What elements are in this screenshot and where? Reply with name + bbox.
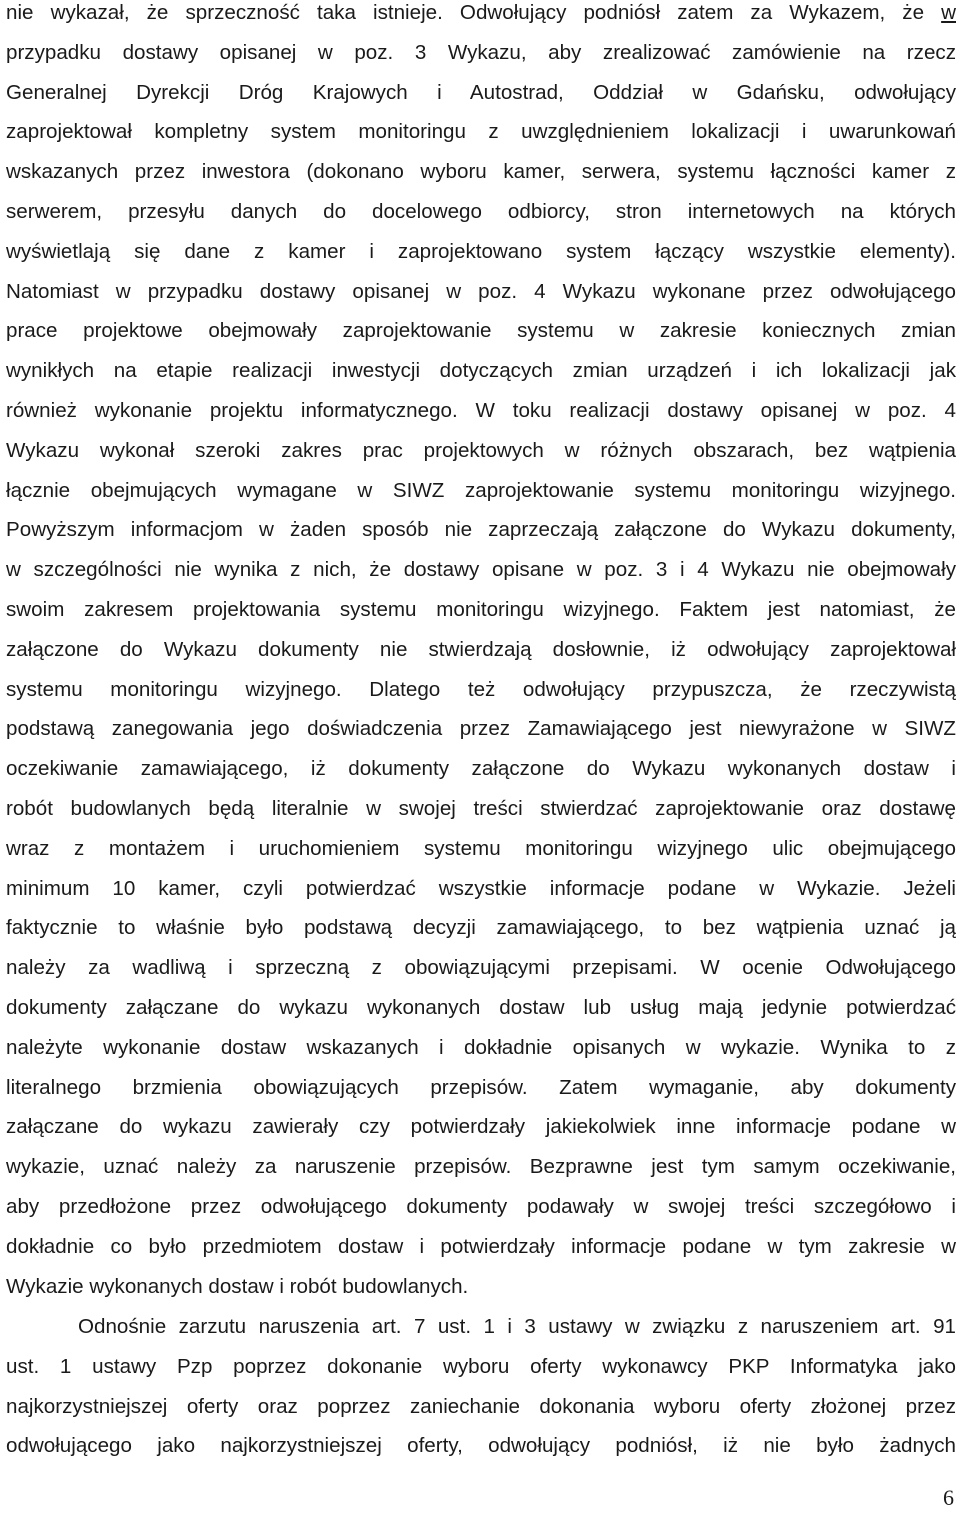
text-line: nie wykazał, że sprzeczność taka istnieje. Odwołujący podniósł zatem za Wykazem, że w — [6, 1, 956, 24]
paragraph-1 — [6, 0, 956, 1306]
text-line: Natomiast w przypadku dostawy opisanej w poz. 4 Wykazu wykonane przez odwołującego — [6, 279, 956, 303]
underlined-word: w — [941, 1, 956, 24]
text-line: swoim zakresem projektowania systemu monitoringu wizyjnego. Faktem jest natomiast, że — [6, 597, 956, 621]
text-line: Wykazie wykonanych dostaw i robót budowlanych. — [6, 1274, 469, 1298]
text-line: załączane do wykazu zawierały czy potwierdzały jakiekolwiek inne informacje podane w — [6, 1115, 956, 1139]
text-line: zaprojektował kompletny system monitoringu z uwzględnieniem lokalizacji i uwarunkowań — [6, 120, 956, 144]
text-line: dokładnie co było przedmiotem dostaw i potwierdzały informacje podane w tym zakresie w — [6, 1234, 956, 1258]
text-line: Powyższym informacjom w żaden sposób nie zaprzeczają załączone do Wykazu dokumenty, — [6, 518, 956, 542]
text-line: załączone do Wykazu dokumenty nie stwierdzają dosłownie, iż odwołujący zaprojektował — [6, 637, 956, 661]
text-line: wraz z montażem i uruchomieniem systemu monitoringu wizyjnego ulic obejmującego — [6, 836, 956, 860]
text-line: prace projektowe obejmowały zaprojektowanie systemu w zakresie koniecznych zmian — [6, 319, 956, 343]
text-line: literalnego brzmienia obowiązujących przepisów. Zatem wymaganie, aby dokumenty — [6, 1075, 956, 1099]
text-line: systemu monitoringu wizyjnego. Dlatego też odwołujący przypuszcza, że rzeczywistą — [6, 677, 956, 701]
text-line: dokumenty załączane do wykazu wykonanych dostaw lub usług mają jedynie potwierdzać — [6, 995, 956, 1019]
text-line: oczekiwanie zamawiającego, iż dokumenty załączone do Wykazu wykonanych dostaw i — [6, 757, 956, 781]
text-line: Generalnej Dyrekcji Dróg Krajowych i Autostrad, Oddział w Gdańsku, odwołujący — [6, 80, 956, 104]
text-line: odwołującego jako najkorzystniejszej oferty, odwołujący podniósł, iż nie było żadnych — [6, 1434, 956, 1458]
text-line: przypadku dostawy opisanej w poz. 3 Wykazu, aby zrealizować zamówienie na rzecz — [6, 40, 956, 64]
text-line: wskazanych przez inwestora (dokonano wyboru kamer, serwera, systemu łączności kamer z — [6, 160, 956, 184]
text-line: wynikłych na etapie realizacji inwestycji dotyczących zmian urządzeń i ich lokalizacji jak — [6, 359, 956, 383]
text-line: łącznie obejmujących wymagane w SIWZ zaprojektowanie systemu monitoringu wizyjnego. — [6, 478, 956, 502]
text-line: faktycznie to właśnie było podstawą decyzji zamawiającego, to bez wątpienia uznać ją — [6, 916, 956, 940]
text-line: również wykonanie projektu informatycznego. W toku realizacji dostawy opisanej w poz. 4 — [6, 398, 956, 422]
text-line: wyświetlają się dane z kamer i zaprojektowano system łączący wszystkie elementy). — [6, 239, 956, 263]
text-line: Wykazu wykonał szeroki zakres prac projektowych w różnych obszarach, bez wątpienia — [6, 438, 956, 462]
text-line: wykazie, uznać należy za naruszenie przepisów. Bezprawne jest tym samym oczekiwanie, — [6, 1155, 956, 1179]
text-line: robót budowlanych będą literalnie w swojej treści stwierdzać zaprojektowanie oraz dostawę — [6, 796, 956, 820]
text-line: podstawą zanegowania jego doświadczenia przez Zamawiającego jest niewyrażone w SIWZ — [6, 717, 956, 741]
text-line: aby przedłożone przez odwołującego dokumenty podawały w swojej treści szczegółowo i — [6, 1194, 956, 1218]
text-line: należy za wadliwą i sprzeczną z obowiązującymi przepisami. W ocenie Odwołującego — [6, 956, 956, 980]
text-line: w szczególności nie wynika z nich, że dostawy opisane w poz. 3 i 4 Wykazu nie obejmowały — [6, 558, 956, 582]
paragraph-2 — [6, 1307, 956, 1466]
text-line: ust. 1 ustawy Pzp poprzez dokonanie wyboru oferty wykonawcy PKP Informatyka jako — [6, 1354, 956, 1378]
text-line: minimum 10 kamer, czyli potwierdzać wszystkie informacje podane w Wykazie. Jeżeli — [6, 876, 956, 900]
text-line: serwerem, przesyłu danych do docelowego odbiorcy, stron internetowych na których — [6, 199, 956, 223]
text-line: Odnośnie zarzutu naruszenia art. 7 ust. 1 i 3 ustawy w związku z naruszeniem art. 91 — [78, 1315, 956, 1338]
page-number: 6 — [943, 1485, 954, 1510]
text-line: najkorzystniejszej oferty oraz poprzez zaniechanie dokonania wyboru oferty złożonej przez — [6, 1394, 956, 1418]
text-line: należyte wykonanie dostaw wskazanych i dokładnie opisanych w wykazie. Wynika to z — [6, 1035, 956, 1059]
